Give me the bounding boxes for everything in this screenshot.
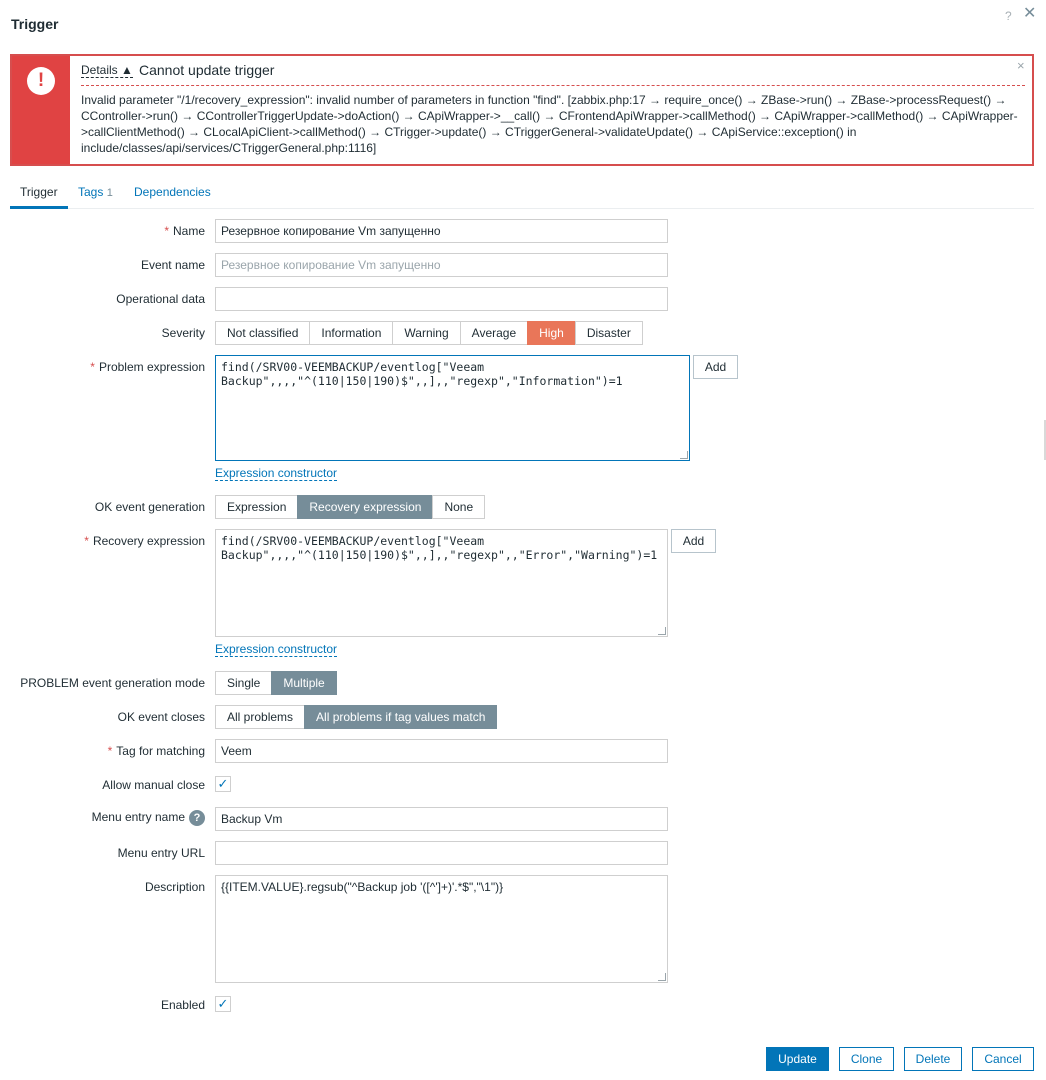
ok-closes-all-problems[interactable]: All problems (215, 705, 305, 729)
ok-gen-none[interactable]: None (432, 495, 485, 519)
name-label: * Name (164, 224, 205, 238)
problem-expression-label: * Problem expression (90, 360, 205, 374)
ok-event-generation-label: OK event generation (94, 500, 205, 514)
recovery-expression-constructor-link[interactable]: Expression constructor (215, 642, 338, 656)
problem-mode-multiple[interactable]: Multiple (271, 671, 336, 695)
resize-grip-icon[interactable] (680, 451, 688, 459)
event-name-input[interactable] (215, 253, 668, 277)
name-input[interactable] (215, 219, 668, 243)
problem-expression-constructor-link[interactable]: Expression constructor (215, 466, 338, 480)
active-tab-indicator (10, 206, 68, 209)
details-toggle[interactable]: Details ▲ (81, 63, 133, 77)
problem-mode-label: PROBLEM event generation mode (20, 676, 205, 690)
enabled-label: Enabled (160, 998, 205, 1012)
description-label: Description (144, 880, 205, 894)
close-icon[interactable]: ✕ (1023, 5, 1037, 22)
recovery-expression-textarea[interactable] (215, 529, 668, 637)
severity-selector (215, 321, 643, 345)
tab-tags[interactable] (78, 185, 113, 199)
problem-expression-add-button[interactable]: Add (693, 355, 738, 379)
event-name-label: Event name (140, 258, 205, 272)
severity-high[interactable]: High (527, 321, 576, 345)
tab-tags-count: 1 (106, 187, 113, 199)
alert-icon: ! (27, 67, 55, 95)
cancel-button[interactable]: Cancel (972, 1047, 1034, 1071)
severity-average[interactable]: Average (460, 321, 528, 345)
tab-trigger[interactable]: Trigger (20, 185, 58, 199)
menu-entry-name-input[interactable] (215, 807, 668, 831)
tag-for-matching-label: * Tag for matching (107, 744, 205, 758)
severity-label: Severity (161, 326, 205, 340)
description-textarea[interactable] (215, 875, 668, 983)
severity-not-classified[interactable]: Not classified (215, 321, 310, 345)
resize-grip-icon[interactable] (658, 627, 666, 635)
delete-button[interactable]: Delete (904, 1047, 962, 1071)
ok-gen-recovery-expression[interactable]: Recovery expression (297, 495, 433, 519)
menu-entry-name-label: Menu entry name ? (0, 810, 205, 826)
operational-data-label: Operational data (116, 292, 205, 306)
severity-information[interactable]: Information (309, 321, 393, 345)
error-message-box (10, 54, 1034, 166)
ok-closes-tag-match[interactable]: All problems if tag values match (304, 705, 497, 729)
error-sidebar (12, 56, 70, 164)
tab-tags-label: Tags (78, 185, 104, 199)
ok-event-closes-selector (215, 705, 497, 729)
error-divider (81, 85, 1025, 86)
help-question-icon[interactable]: ? (189, 810, 205, 826)
recovery-expression-label: * Recovery expression (84, 534, 205, 548)
dialog-title: Trigger (11, 16, 59, 32)
severity-disaster[interactable]: Disaster (575, 321, 643, 345)
error-details-text: Invalid parameter "/1/recovery_expression": invalid number of parameters in function "find". [zabbix.php:17 → require_once() → ZBase->run() → ZBase->processRequest() → CController->run() → CControllerTriggerUpdate->doAction() → CApiWrapper->__call() → CFrontendApiWrapper->callMethod() → CApiWrapper->callMethod() → CApiWrapper->callClientMethod() → CLocalApiClient->callMethod() → CTrigger->update() → CTriggerGeneral->validateUpdate() → CApiService::exception() in include/classes/api/services/CTriggerGeneral.php:1116] (81, 93, 1018, 155)
allow-manual-close-checkbox[interactable]: ✓ (215, 776, 231, 792)
help-icon[interactable]: ? (1005, 9, 1012, 23)
problem-expression-textarea[interactable] (215, 355, 690, 461)
menu-entry-url-input[interactable] (215, 841, 668, 865)
error-close-icon[interactable]: × (1017, 58, 1025, 73)
tag-for-matching-input[interactable] (215, 739, 668, 763)
ok-gen-expression[interactable]: Expression (215, 495, 298, 519)
clone-button[interactable]: Clone (839, 1047, 894, 1071)
error-title: Cannot update trigger (139, 62, 275, 78)
menu-entry-url-label: Menu entry URL (117, 846, 205, 860)
problem-mode-single[interactable]: Single (215, 671, 272, 695)
ok-event-closes-label: OK event closes (117, 710, 205, 724)
operational-data-input[interactable] (215, 287, 668, 311)
resize-grip-icon[interactable] (658, 973, 666, 981)
recovery-expression-add-button[interactable]: Add (671, 529, 716, 553)
ok-event-generation-selector (215, 495, 485, 519)
tab-dependencies[interactable]: Dependencies (134, 185, 211, 199)
tab-bar (10, 185, 1034, 209)
problem-mode-selector (215, 671, 337, 695)
enabled-checkbox[interactable]: ✓ (215, 996, 231, 1012)
update-button[interactable]: Update (766, 1047, 829, 1071)
allow-manual-close-label: Allow manual close (102, 778, 205, 792)
severity-warning[interactable]: Warning (392, 321, 460, 345)
